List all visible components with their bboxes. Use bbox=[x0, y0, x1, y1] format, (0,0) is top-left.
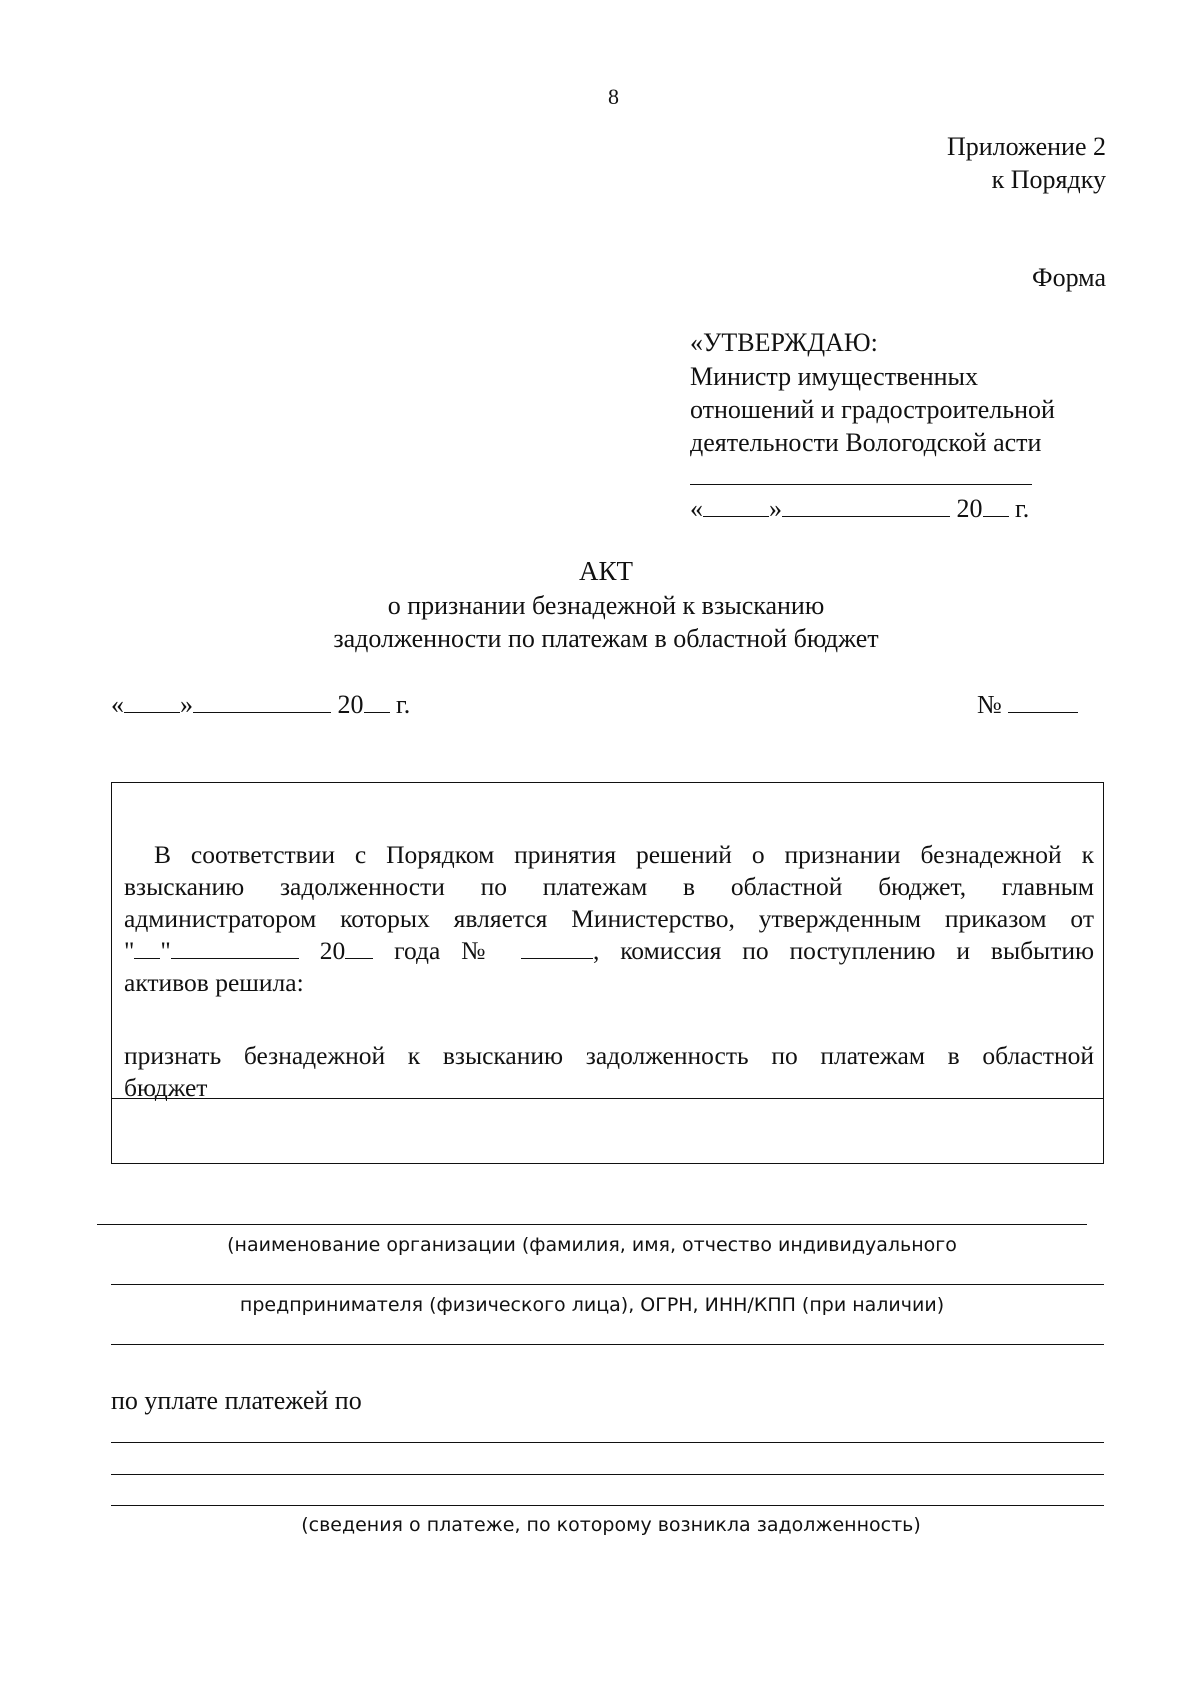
decision-text-line: бюджет bbox=[124, 1073, 208, 1102]
approval-date-suffix: г. bbox=[1015, 494, 1030, 523]
org-fill-line-2 bbox=[111, 1284, 1104, 1285]
org-fill-line-1 bbox=[97, 1224, 1087, 1225]
decision-paragraph-2 bbox=[124, 1040, 1094, 1104]
approval-position-line-1: Министр имущественных bbox=[690, 362, 979, 391]
decision-text-line: В соответствии с Порядком принятия решений о признании безнадежной к bbox=[154, 840, 1094, 869]
decision-text-line-order-date bbox=[124, 935, 1094, 967]
org-caption-line-2: предпринимателя (физического лица), ОГРН, ИНН/КПП (при наличии) bbox=[239, 1294, 945, 1316]
page-number: 8 bbox=[608, 84, 619, 109]
order-date-month-blank bbox=[171, 936, 299, 959]
act-date-close-quote: » bbox=[180, 690, 193, 719]
approval-date bbox=[690, 494, 1029, 524]
order-date-year: 20 bbox=[319, 936, 346, 965]
approval-date-year-blank bbox=[983, 494, 1009, 517]
payment-caption: (сведения о платеже, по которому возникла задолженность) bbox=[301, 1514, 921, 1536]
act-number-blank bbox=[1008, 690, 1078, 713]
act-date-month-blank bbox=[193, 690, 331, 713]
org-caption-line-1: (наименование организации (фамилия, имя, отчество индивидуального bbox=[227, 1234, 957, 1256]
act-date-day-blank bbox=[124, 690, 180, 713]
order-date-year-blank bbox=[345, 936, 373, 959]
decision-paragraph-1 bbox=[124, 839, 1094, 999]
decision-text-line: активов решила: bbox=[124, 968, 304, 997]
approval-position-line-3: деятельности Вологодской асти bbox=[690, 428, 1042, 457]
act-number bbox=[977, 690, 1078, 720]
act-subtitle-line-1: о признании безнадежной к взысканию bbox=[387, 591, 825, 620]
approval-date-month-blank bbox=[782, 494, 950, 517]
order-year-label: года № bbox=[394, 936, 501, 965]
payment-label: по уплате платежей по bbox=[111, 1386, 362, 1415]
approval-signature-line bbox=[690, 484, 1032, 485]
act-title: АКТ bbox=[579, 556, 633, 586]
order-commission-text: , комиссия по поступлению и выбытию bbox=[592, 936, 1095, 965]
order-date-day-blank bbox=[134, 936, 160, 959]
act-date-open-quote: « bbox=[111, 690, 124, 719]
act-date-year-blank bbox=[364, 690, 390, 713]
appendix-line-1: Приложение 2 bbox=[946, 132, 1106, 161]
act-number-sign: № bbox=[977, 690, 1002, 719]
act-date-suffix: г. bbox=[396, 690, 411, 719]
decision-text-line: признать безнадежной к взысканию задолженность по платежам в областной bbox=[124, 1041, 1094, 1070]
form-label: Форма bbox=[1032, 263, 1106, 292]
decision-box-divider bbox=[111, 1098, 1104, 1099]
decision-text-line: администратором которых является Министерство, утвержденным приказом от bbox=[124, 904, 1094, 933]
act-date bbox=[111, 690, 410, 720]
org-fill-line-3 bbox=[111, 1344, 1104, 1345]
order-date-open-quote: " bbox=[124, 936, 135, 965]
approval-date-open-quote: « bbox=[690, 494, 703, 523]
order-date-close-quote: " bbox=[160, 936, 171, 965]
approval-date-close-quote: » bbox=[769, 494, 782, 523]
payment-fill-line-2 bbox=[111, 1474, 1104, 1475]
decision-text-line: взысканию задолженности по платежам в областной бюджет, главным bbox=[124, 872, 1094, 901]
approval-date-year: 20 bbox=[956, 494, 983, 523]
order-number-blank bbox=[521, 936, 593, 959]
approval-date-day-blank bbox=[703, 494, 769, 517]
payment-fill-line-1 bbox=[111, 1442, 1104, 1443]
approval-position-line-2: отношений и градостроительной bbox=[690, 395, 1055, 424]
appendix-line-2: к Порядку bbox=[991, 165, 1106, 194]
act-subtitle-line-2: задолженности по платежам в областной бюджет bbox=[333, 624, 879, 653]
approval-heading: «УТВЕРЖДАЮ: bbox=[690, 328, 878, 357]
act-date-year: 20 bbox=[337, 690, 364, 719]
payment-fill-line-3 bbox=[111, 1505, 1104, 1506]
